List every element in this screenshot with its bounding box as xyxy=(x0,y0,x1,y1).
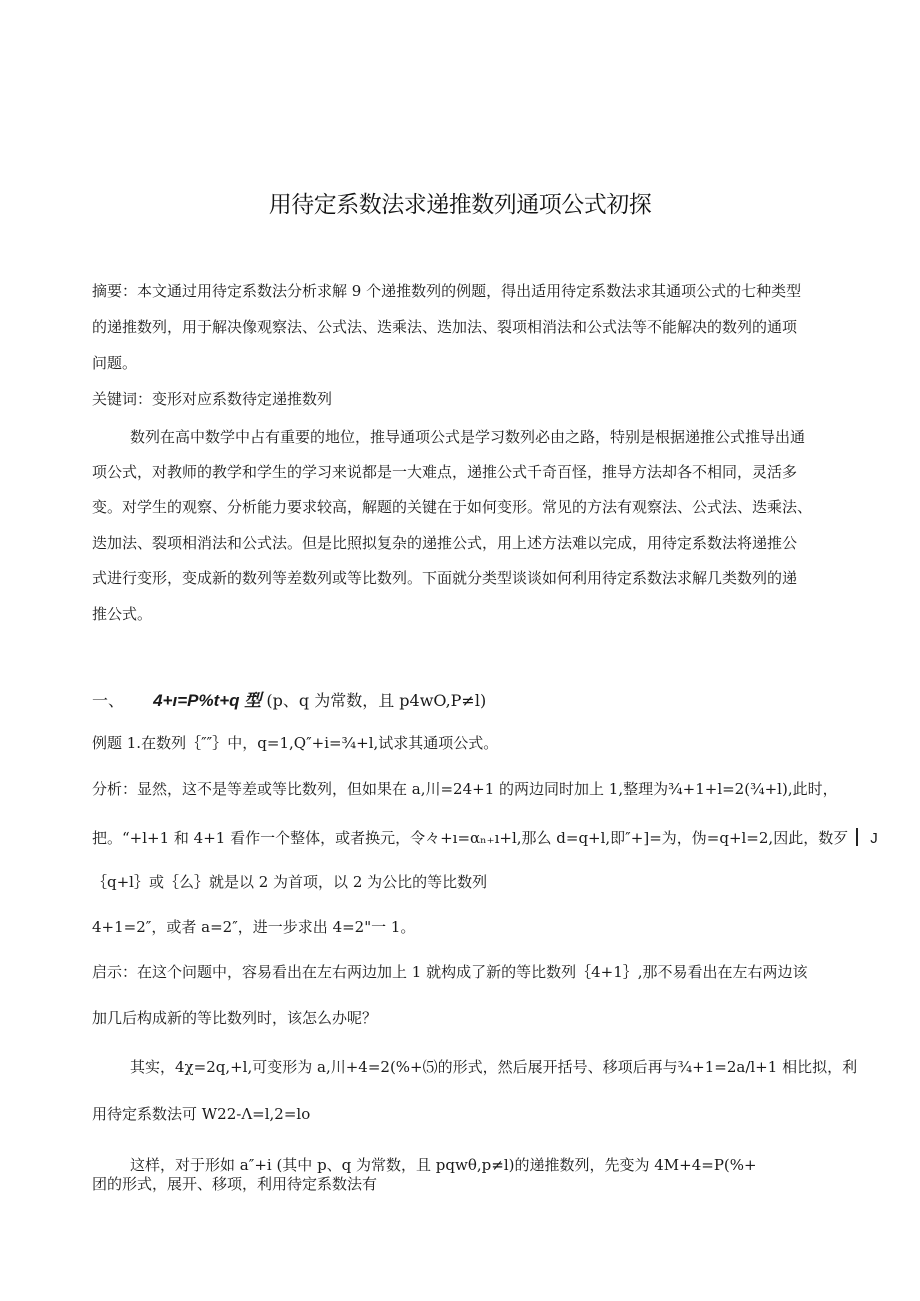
abstract-line: 的递推数列，用于解决像观察法、公式法、迭乘法、迭加法、裂项相消法和公式法等不能解决的数列的通项 xyxy=(92,318,798,336)
section-formula: 4+ı=P%t+q 型 xyxy=(153,691,262,710)
paragraph-line: 其实，4χ=2q,+l,可变形为 a,川+4=2(%+⑸的形式，然后展开括号、移项后再与¾+1=2a/l+1 相比拟，利 xyxy=(130,1058,858,1076)
keywords-line: 关键词：变形对应系数待定递推数列 xyxy=(92,390,333,408)
paragraph-line: 这样，对于形如 a″+i (其中 p、q 为常数，且 pqwθ,p≠l)的递推数列，先变为 4M+4=P(%+ xyxy=(130,1156,757,1174)
intro-line: 数列在高中数学中占有重要的地位，推导通项公式是学习数列必由之路，特别是根据递推公式推导出通 xyxy=(130,428,806,446)
intro-line: 项公式，对教师的教学和学生的学习来说都是一大难点，递推公式千奇百怪，推导方法却各不相同，灵活多 xyxy=(92,463,798,481)
page-title: 用待定系数法求递推数列通项公式初探 xyxy=(268,192,652,218)
intro-line: 推公式。 xyxy=(92,605,153,623)
section-condition: (p、q 为常数，且 p4wO,P≠l) xyxy=(266,691,487,710)
hint-line: 启示：在这个问题中，容易看出在左右两边加上 1 就构成了新的等比数列｛4+1｝,那不易看出在左右两边该 xyxy=(92,963,808,981)
analysis-line: 分析：显然，这不是等差或等比数列，但如果在 a,川=24+1 的两边同时加上 1,整理为¾+1+l=2(¾+l),此时， xyxy=(92,780,838,798)
analysis-line: ｛q+l｝或｛么｝就是以 2 为首项，以 2 为公比的等比数列 xyxy=(92,873,488,891)
intro-line: 迭加法、裂项相消法和公式法。但是比照拟复杂的递推公式，用上述方法难以完成，用待定系数法将递推公 xyxy=(92,534,798,552)
vertical-bar-mark xyxy=(856,828,858,846)
hint-line: 加几后构成新的等比数列时，该怎么办呢？ xyxy=(92,1009,378,1027)
abstract-line: 摘要：本文通过用待定系数法分析求解 9 个递推数列的例题，得出适用待定系数法求其通项公式的七种类型 xyxy=(92,282,802,300)
analysis-tail: J xyxy=(870,830,878,847)
paragraph-line: 用待定系数法可 W22-Λ=l,2=lo xyxy=(92,1105,311,1123)
paragraph-line: 团的形式，展开、移项，利用待定系数法有 xyxy=(92,1175,378,1193)
abstract-line: 问题。 xyxy=(92,354,138,372)
section-heading xyxy=(92,686,486,711)
analysis-line: 4+1=2″，或者 a=2″，进一步求出 4=2"一 1。 xyxy=(92,918,416,936)
intro-line: 式进行变形，变成新的数列等差数列或等比数列。下面就分类型谈谈如何利用待定系数法求解几类数列的递 xyxy=(92,569,798,587)
section-number: 一、 xyxy=(92,691,125,710)
analysis-line xyxy=(92,828,878,849)
analysis-text: 把。“+l+1 和 4+1 看作一个整体，或者换元，令々+ı=αₙ₊ı+l,那么 d=q+l,即″+]=为，伪=q+l=2,因此，数歹 xyxy=(92,829,849,847)
intro-line: 变。对学生的观察、分析能力要求较高，解题的关键在于如何变形。常见的方法有观察法、公式法、迭乘法、 xyxy=(92,498,813,516)
example-line: 例题 1.在数列｛″″｝中，q=1,Q″+i=¾+l,试求其通项公式。 xyxy=(92,734,499,752)
